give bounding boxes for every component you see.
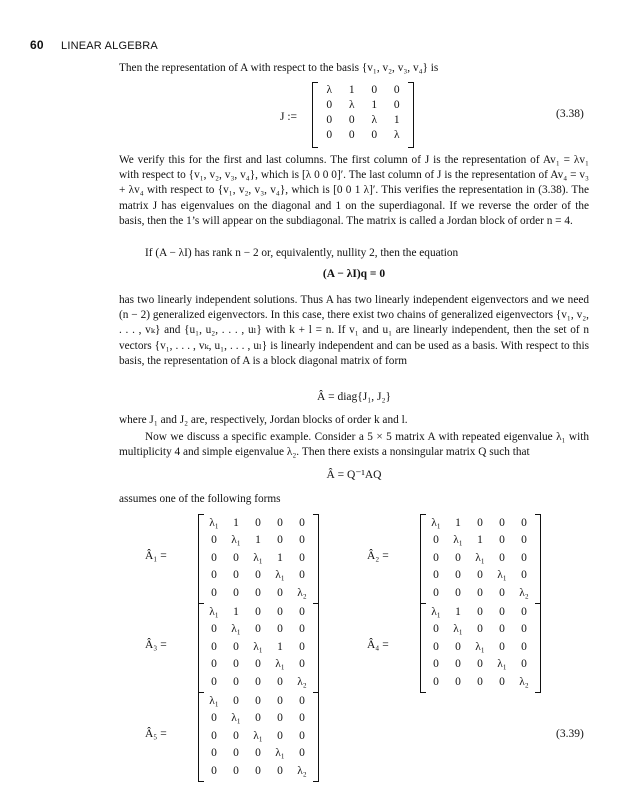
form-matrix <box>203 514 313 602</box>
matrix-entry: λ₁ <box>497 569 507 582</box>
matrix-entry: 0 <box>455 658 461 671</box>
matrix-entry: 0 <box>211 729 217 742</box>
matrix-row <box>203 584 313 602</box>
matrix-entry: λ₁ <box>275 747 285 760</box>
matrix-entry: 0 <box>433 534 439 547</box>
matrix-entry: λ₁ <box>431 605 441 618</box>
matrix-entry: 1 <box>455 605 461 618</box>
matrix-entry: 1 <box>233 605 239 618</box>
matrix-entry: 0 <box>277 623 283 636</box>
matrix-entry: 0 <box>455 675 461 688</box>
matrix-entry: λ₁ <box>475 640 485 653</box>
matrix-entry: 0 <box>299 658 305 671</box>
matrix-entry: 0 <box>299 712 305 725</box>
running-head <box>30 38 158 52</box>
matrix-entry: λ₂ <box>297 764 307 777</box>
matrix-row <box>318 97 408 112</box>
matrix-entry: 0 <box>499 623 505 636</box>
matrix-row <box>203 621 313 639</box>
matrix-entry: 0 <box>477 675 483 688</box>
matrix-row <box>203 656 313 674</box>
matrix-entry: 0 <box>299 551 305 564</box>
paragraph-generalized-eigenvectors: has two linearly independent solutions. Thus A has two linearly independent eigenvectors and we need (n − 2) generalized eigenvectors. In this case, there exist two chains of generalized eigenvectors {v₁, v₂, . . . , vₖ} and {u₁, u₂, . . . , uₗ} with k + l = n. If v₁ and u₁ are linearly independent, then the set of n vectors {v₁, . . . , vₖ, u₁, . . . , uₗ} is linearly independent and can be used as a basis. With respect to this basis, the representation of A is a block diagonal matrix of form <box>119 294 589 367</box>
matrix-entry: 0 <box>393 98 400 111</box>
matrix-entry: 0 <box>299 694 305 707</box>
matrix-row <box>425 532 535 550</box>
matrix-entry: 0 <box>233 675 239 688</box>
matrix-entry: 0 <box>433 569 439 582</box>
matrix-entry: 0 <box>277 694 283 707</box>
matrix-row <box>203 710 313 728</box>
form-matrix <box>203 603 313 691</box>
form-lhs: Â₂ = <box>367 549 389 562</box>
matrix-entry: 0 <box>299 516 305 529</box>
matrix-entry: 0 <box>255 764 261 777</box>
right-bracket <box>313 514 319 604</box>
matrix-entry: λ₁ <box>497 658 507 671</box>
matrix-entry: 0 <box>211 675 217 688</box>
equation-number-3-39: (3.39) <box>556 728 584 740</box>
matrix-entry: 0 <box>299 640 305 653</box>
paragraph-rank-condition: If (A − λI) has rank n − 2 or, equivalently, nullity 2, then the equation <box>145 247 459 259</box>
matrix-entry: 0 <box>348 128 355 141</box>
matrix-entry: 0 <box>521 569 527 582</box>
matrix-row <box>203 727 313 745</box>
matrix-entry: 0 <box>255 605 261 618</box>
matrix-entry: 0 <box>499 551 505 564</box>
matrix-entry: 0 <box>433 586 439 599</box>
matrix-entry: λ₁ <box>253 551 263 564</box>
matrix-entry: 0 <box>255 712 261 725</box>
matrix-entry: λ <box>371 113 378 126</box>
matrix-entry: 0 <box>433 551 439 564</box>
matrix-entry: 0 <box>255 675 261 688</box>
matrix-row <box>203 638 313 656</box>
matrix-entry: 0 <box>433 640 439 653</box>
right-bracket <box>313 603 319 693</box>
matrix-entry: 0 <box>299 605 305 618</box>
matrix-entry: 0 <box>455 551 461 564</box>
matrix-entry: 0 <box>211 747 217 760</box>
matrix-entry: 0 <box>521 516 527 529</box>
matrix-entry: 0 <box>233 694 239 707</box>
matrix-entry: 0 <box>255 516 261 529</box>
matrix-entry: 0 <box>499 640 505 653</box>
matrix-entry: 0 <box>499 586 505 599</box>
matrix-entry: 0 <box>211 569 217 582</box>
matrix-entry: 0 <box>521 623 527 636</box>
equation-number-3-38: (3.38) <box>556 108 584 120</box>
matrix-entry: 1 <box>455 516 461 529</box>
matrix-entry: 0 <box>455 640 461 653</box>
matrix-entry: 0 <box>211 551 217 564</box>
matrix-row <box>203 745 313 763</box>
matrix-entry: 0 <box>299 569 305 582</box>
form-matrix <box>203 692 313 780</box>
matrix-entry: λ₁ <box>431 516 441 529</box>
matrix-entry: 0 <box>477 623 483 636</box>
matrix-entry: 0 <box>277 675 283 688</box>
paragraph-specific-example: Now we discuss a specific example. Consider a 5 × 5 matrix A with repeated eigenvalue λ₁ with multiplicity 4 and simple eigenvalue λ₂. Then there exists a nonsingular matrix Q such that <box>119 431 589 459</box>
equation-similarity: Â = Q⁻¹AQ <box>326 469 382 481</box>
matrix-entry: 0 <box>326 113 333 126</box>
matrix-entry: 0 <box>326 98 333 111</box>
equation-block-diagonal: Â = diag{J₁, J₂} <box>316 391 392 403</box>
matrix-entry: 0 <box>277 712 283 725</box>
matrix-entry: 0 <box>233 640 239 653</box>
matrix-entry: λ₂ <box>297 586 307 599</box>
matrix-entry: 0 <box>211 658 217 671</box>
matrix-entry: 0 <box>455 586 461 599</box>
matrix-entry: 0 <box>277 586 283 599</box>
form-lhs: Â₃ = <box>145 638 167 651</box>
matrix-entry: 0 <box>277 605 283 618</box>
matrix-row <box>425 673 535 691</box>
page-number: 60 <box>30 38 44 52</box>
running-title: LINEAR ALGEBRA <box>61 40 158 52</box>
matrix-entry: λ₁ <box>209 694 219 707</box>
matrix-row <box>425 514 535 532</box>
matrix-entry: 1 <box>255 534 261 547</box>
right-bracket <box>535 514 541 604</box>
matrix-row <box>318 127 408 142</box>
matrix-entry: 0 <box>255 569 261 582</box>
matrix-entry: 0 <box>211 764 217 777</box>
matrix-entry: 0 <box>371 83 378 96</box>
matrix-entry: 0 <box>477 586 483 599</box>
matrix-entry: 0 <box>277 764 283 777</box>
matrix-row <box>425 638 535 656</box>
matrix-entry: 0 <box>255 623 261 636</box>
matrix-entry: λ₁ <box>231 712 241 725</box>
matrix-entry: 0 <box>499 516 505 529</box>
matrix-entry: 0 <box>521 658 527 671</box>
matrix-entry: λ₂ <box>297 675 307 688</box>
equation-lhs: J := <box>280 111 298 123</box>
matrix-entry: 0 <box>393 83 400 96</box>
matrix-row <box>203 673 313 691</box>
matrix-entry: 0 <box>233 658 239 671</box>
matrix-entry: λ₁ <box>275 569 285 582</box>
matrix-entry: 0 <box>499 675 505 688</box>
matrix-entry: λ <box>326 83 333 96</box>
matrix-row <box>203 532 313 550</box>
matrix-entry: 0 <box>433 675 439 688</box>
matrix-row <box>203 762 313 780</box>
form-matrix <box>425 514 535 602</box>
matrix-entry: 1 <box>477 534 483 547</box>
matrix-entry: 0 <box>299 729 305 742</box>
matrix-entry: 0 <box>326 128 333 141</box>
matrix-entry: 1 <box>371 98 378 111</box>
matrix-row <box>425 621 535 639</box>
matrix-row <box>425 603 535 621</box>
intro-text: Then the representation of A with respect to the basis {v₁, v₂, v₃, v₄} is <box>119 62 439 74</box>
matrix-row <box>203 692 313 710</box>
right-bracket <box>408 82 414 148</box>
matrix-entry: 0 <box>299 623 305 636</box>
matrix-entry: λ₁ <box>453 623 463 636</box>
matrix-entry: λ₁ <box>209 605 219 618</box>
matrix-entry: 0 <box>477 569 483 582</box>
right-bracket <box>535 603 541 693</box>
matrix-entry: 0 <box>348 113 355 126</box>
matrix-entry: 0 <box>371 128 378 141</box>
matrix-row <box>318 112 408 127</box>
paragraph-jordan-blocks: where J₁ and J₂ are, respectively, Jordan blocks of order k and l. <box>119 414 408 426</box>
matrix-entry: λ₂ <box>519 675 529 688</box>
matrix-entry: 0 <box>233 747 239 760</box>
matrix-entry: 0 <box>211 640 217 653</box>
matrix-entry: λ₁ <box>453 534 463 547</box>
matrix-row <box>203 603 313 621</box>
matrix-row <box>425 549 535 567</box>
matrix-entry: 1 <box>233 516 239 529</box>
right-bracket <box>313 692 319 782</box>
matrix-entry: 0 <box>477 658 483 671</box>
matrix-entry: 0 <box>477 605 483 618</box>
matrix-entry: 0 <box>277 516 283 529</box>
matrix-entry: 0 <box>255 658 261 671</box>
matrix-entry: 0 <box>521 605 527 618</box>
matrix-entry: 0 <box>211 534 217 547</box>
form-lhs: Â₁ = <box>145 549 167 562</box>
matrix-entry: λ₁ <box>209 516 219 529</box>
form-lhs: Â₅ = <box>145 727 167 740</box>
matrix-row <box>203 514 313 532</box>
matrix-row <box>203 549 313 567</box>
matrix-entry: 0 <box>233 569 239 582</box>
matrix-entry: λ₁ <box>231 623 241 636</box>
matrix-entry: 0 <box>277 534 283 547</box>
matrix-entry: 0 <box>521 551 527 564</box>
matrix-entry: 0 <box>455 569 461 582</box>
matrix-entry: 0 <box>521 640 527 653</box>
paragraph-forms: assumes one of the following forms <box>119 493 281 505</box>
matrix-entry: λ₁ <box>253 640 263 653</box>
matrix-entry: 0 <box>211 623 217 636</box>
matrix-row <box>203 567 313 585</box>
matrix-entry: 0 <box>433 623 439 636</box>
matrix-entry: 1 <box>277 551 283 564</box>
matrix-entry: λ <box>348 98 355 111</box>
matrix-row <box>425 567 535 585</box>
matrix-entry: λ <box>393 128 400 141</box>
matrix-entry: 0 <box>277 729 283 742</box>
matrix-entry: 0 <box>233 729 239 742</box>
matrix-entry: 0 <box>255 586 261 599</box>
matrix-entry: 0 <box>521 534 527 547</box>
matrix-row <box>425 656 535 674</box>
matrix-entry: λ₁ <box>231 534 241 547</box>
matrix-entry: λ₁ <box>253 729 263 742</box>
matrix-entry: λ₁ <box>475 551 485 564</box>
matrix-entry: λ₁ <box>275 658 285 671</box>
matrix-entry: 1 <box>393 113 400 126</box>
matrix-entry: 0 <box>255 694 261 707</box>
matrix-entry: 1 <box>277 640 283 653</box>
matrix-entry: 0 <box>499 534 505 547</box>
matrix-entry: 0 <box>233 586 239 599</box>
matrix-row <box>318 82 408 97</box>
matrix-entry: 1 <box>348 83 355 96</box>
matrix-entry: 0 <box>299 534 305 547</box>
form-lhs: Â₄ = <box>367 638 389 651</box>
matrix-J <box>318 82 408 142</box>
matrix-entry: λ₂ <box>519 586 529 599</box>
paragraph-jordan-verification: We verify this for the first and last columns. The first column of J is the representation of Av₁ = λv₁ with respect to {v₁, v₂, v₃, v₄}, which is [λ 0 0 0]′. The last column of J is the representation of Av₄ = v₃ + λv₄ with respect to {v₁, v₂, v₃, v₄}, which is [0 0 1 λ]′. This verifies the representation in (3.38). The matrix J has eigenvalues on the diagonal and 1 on the superdiagonal. If we reverse the order of the basis, then the 1’s will appear on the subdiagonal. The matrix is called a Jordan block of order n = 4. <box>119 154 589 227</box>
matrix-entry: 0 <box>211 712 217 725</box>
matrix-entry: 0 <box>433 658 439 671</box>
matrix-entry: 0 <box>499 605 505 618</box>
form-matrix <box>425 603 535 691</box>
matrix-entry: 0 <box>233 551 239 564</box>
matrix-entry: 0 <box>477 516 483 529</box>
matrix-entry: 0 <box>255 747 261 760</box>
matrix-entry: 0 <box>211 586 217 599</box>
matrix-entry: 0 <box>233 764 239 777</box>
matrix-entry: 0 <box>299 747 305 760</box>
equation-nullity: (A − λI)q = 0 <box>322 268 386 280</box>
matrix-row <box>425 584 535 602</box>
